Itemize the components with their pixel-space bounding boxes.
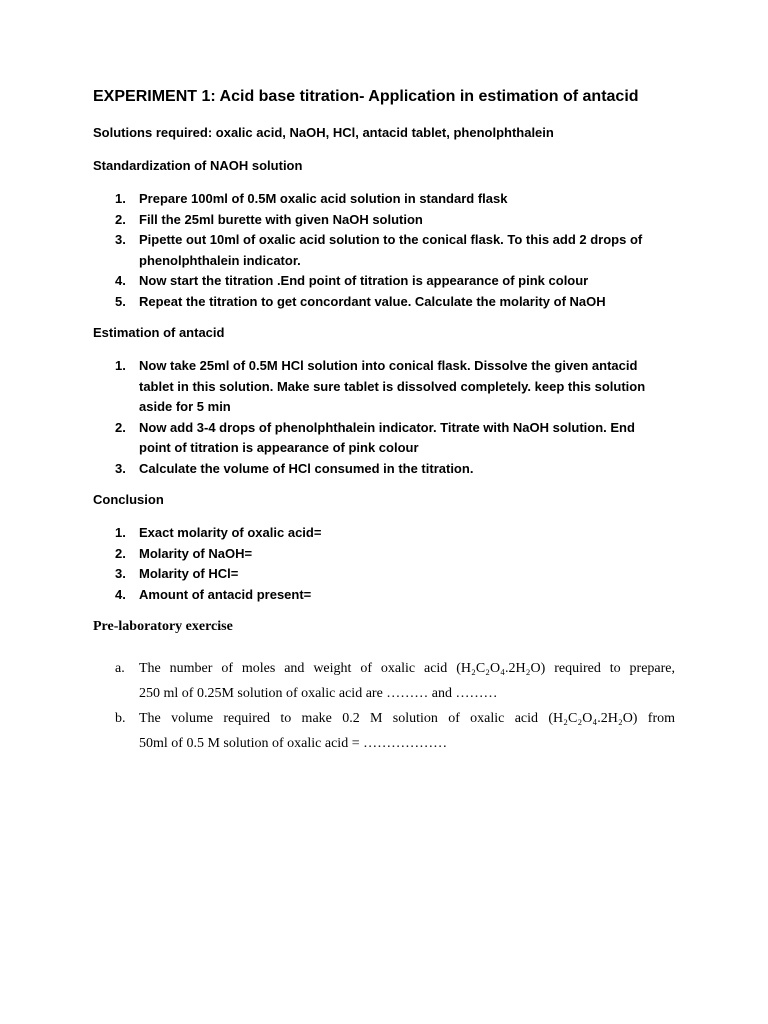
list-item	[115, 271, 659, 292]
solutions-required: Solutions required: oxalic acid, NaOH, HCl, antacid tablet, phenolphthalein	[93, 125, 554, 140]
item-text: 250 ml of 0.25M solution of oxalic acid are ……… and ………	[139, 686, 498, 701]
list-item	[115, 210, 659, 231]
list-item	[115, 523, 659, 544]
list-item	[115, 356, 659, 418]
item-number: 4.	[115, 586, 126, 602]
item-number: 1.	[115, 358, 126, 373]
list-item	[115, 459, 659, 480]
item-text: Amount of antacid present=	[139, 586, 312, 602]
item-text: The volume required to make 0.2 M solution of oxalic acid (H₂C₂O₄.2H₂O) from	[139, 711, 675, 726]
item-text: The number of moles and weight of oxalic acid (H₂C₂O₄.2H₂O) required to prepare,	[139, 661, 675, 676]
item-text: phenolphthalein indicator.	[139, 252, 301, 268]
prelab-item-b	[115, 706, 675, 756]
item-text: Pipette out 10ml of oxalic acid solution to the conical flask. To this add 2 drops of	[139, 232, 643, 247]
item-number: 1.	[115, 525, 126, 540]
conclusion-heading: Conclusion	[93, 492, 164, 507]
item-text: 50ml of 0.5 M solution of oxalic acid = ………………	[139, 736, 448, 751]
item-number: 1.	[115, 191, 126, 206]
item-text: aside for 5 min	[139, 399, 231, 414]
item-text: Exact molarity of oxalic acid=	[139, 525, 322, 540]
list-item	[115, 230, 659, 271]
item-text: Molarity of NaOH=	[139, 545, 253, 561]
conclusion-steps	[115, 523, 659, 605]
item-text: tablet in this solution. Make sure tablet is dissolved completely. keep this solution	[139, 378, 646, 394]
list-item	[115, 189, 659, 210]
item-marker: b.	[115, 711, 126, 726]
item-number: 3.	[115, 566, 126, 581]
item-text: point of titration is appearance of pink colour	[139, 440, 419, 455]
page-title: EXPERIMENT 1: Acid base titration- Application in estimation of antacid	[93, 88, 639, 105]
item-number: 4.	[115, 273, 126, 288]
list-item	[115, 418, 659, 459]
prelab-heading: Pre-laboratory exercise	[93, 619, 233, 634]
item-number: 3.	[115, 460, 126, 476]
item-text: Calculate the volume of HCl consumed in the titration.	[139, 460, 474, 476]
item-text: Now add 3-4 drops of phenolphthalein indicator. Titrate with NaOH solution. End	[139, 419, 635, 435]
list-item	[115, 544, 659, 565]
item-text: Now start the titration .End point of titration is appearance of pink colour	[139, 273, 589, 288]
item-text: Now take 25ml of 0.5M HCl solution into conical flask. Dissolve the given antacid	[139, 358, 638, 373]
item-text: Repeat the titration to get concordant value. Calculate the molarity of NaOH	[139, 293, 606, 309]
list-item	[115, 564, 659, 585]
estimation-steps	[115, 356, 659, 479]
item-text: Fill the 25ml burette with given NaOH solution	[139, 211, 423, 227]
item-marker: a.	[115, 661, 125, 676]
item-number: 2.	[115, 545, 126, 561]
item-text: Prepare 100ml of 0.5M oxalic acid solution in standard flask	[139, 191, 508, 206]
prelab-item-a	[115, 656, 675, 706]
standardization-heading: Standardization of NAOH solution	[93, 158, 303, 173]
item-number: 2.	[115, 419, 126, 435]
estimation-heading: Estimation of antacid	[93, 325, 225, 340]
item-number: 3.	[115, 232, 126, 247]
standardization-steps	[115, 189, 659, 312]
item-number: 5.	[115, 293, 126, 309]
list-item	[115, 585, 659, 606]
list-item	[115, 292, 659, 313]
item-text: Molarity of HCl=	[139, 566, 239, 581]
item-number: 2.	[115, 211, 126, 227]
